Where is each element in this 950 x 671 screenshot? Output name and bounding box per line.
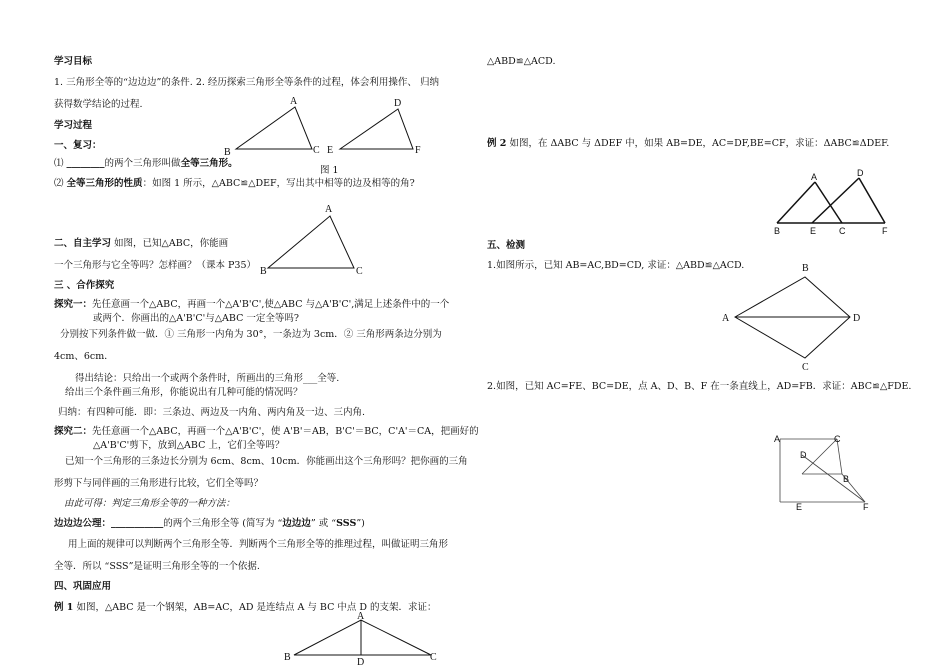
segment-c-lower (837, 439, 842, 474)
review-q1-blank: ________ (66, 158, 105, 169)
reasoning-text-1: 用上面的规律可以判断两个三角形全等．判断两个三角形全等的推理过程，叫做证明三角形 (68, 539, 449, 550)
review-q2-number: ⑵ (54, 178, 64, 189)
check-question-2: 2.如图，已知 AC=FE、BC=DE，点 A、D、B、F 在一条直线上，AD=FB．求证：ABC≌△FDE. (487, 381, 912, 392)
example-1-label: 例 1 (54, 602, 74, 613)
vertex-label-c: C (356, 266, 363, 277)
figure-1-caption: 图 1 (320, 165, 339, 176)
vertex-label-f: F (882, 226, 888, 236)
sss-text: 的两个三角形全等 (简写为 “ (163, 518, 283, 529)
review-q1-text: 的两个三角形叫做 (104, 158, 181, 169)
review-q2-text: ：如图 1 所示，△ABC≌△DEF，写出其中相等的边及相等的角? (142, 178, 415, 189)
vertex-label-e: E (327, 145, 334, 156)
vertex-label-f: F (415, 145, 421, 156)
review-q2-bold: 全等三角形的性质 (66, 178, 143, 189)
self-study-text-2: 一个三角形与它全等吗？怎样画？（课本 P35） (54, 260, 257, 271)
figure-1-triangles (220, 94, 440, 156)
example-1-figure (283, 610, 443, 668)
vertex-label-b: B (774, 226, 781, 236)
vertex-label-e: E (796, 502, 803, 512)
triangle-def (340, 109, 413, 149)
self-study-triangle (258, 202, 368, 277)
explore-1-text-4: 4cm、6cm． (54, 351, 114, 362)
check-question-1: 1.如图所示，已知 AB=AC,BD=CD, 求证：△ABD≌△ACD. (487, 260, 745, 271)
vertex-label-d: D (857, 168, 864, 178)
vertex-label-a: A (290, 96, 298, 107)
triangle-abc-2 (268, 216, 354, 268)
goals-line-1: 1. 三角形全等的“边边边”的条件. 2. 经历探索三角形全等条件的过程，体会利用操作、 归纳 (54, 77, 439, 88)
explore-2-text-1: 先任意画一个△ABC，再画一个△A'B'C'，使 A'B'＝AB，B'C'＝BC，C'A'＝CA，把画好的 (92, 426, 479, 437)
reasoning-text-2: 全等．所以 “SSS”是证明三角形全等的一个依据. (54, 561, 260, 572)
explore-2-label: 探究二： (54, 426, 93, 437)
segment-ab (777, 182, 815, 223)
sss-label: 边边边公理： (54, 518, 112, 529)
review-question-2 (54, 177, 415, 190)
explore-2-text-4: 形剪下与同伴画的三角形进行比较，它们全等吗？ (54, 478, 264, 489)
review-question-1 (54, 157, 238, 170)
conclusion-1-b: 全等. (317, 373, 340, 384)
explore-2-text-2: △A'B'C'剪下，放到△ABC 上，它们全等吗？ (93, 440, 285, 451)
sss-axiom (54, 517, 365, 530)
example-2-text: 如图，在 ΔABC 与 ΔDEF 中，如果 AB=DE，AC=DF,BE=CF，求证：ΔABC≌ΔDEF. (509, 138, 890, 149)
triangle-abc (236, 107, 312, 149)
review-q1-number: ⑴ (54, 158, 64, 169)
vertex-label-a: A (325, 204, 333, 215)
example-1-text: 如图，△ABC 是一个钢架，AB=AC，AD 是连结点 A 与 BC 中点 D 的支架．求证： (76, 602, 437, 613)
sss-blank: ___________ (111, 518, 164, 529)
vertex-label-a: A (811, 172, 818, 182)
sss-bold-2: SSS (336, 518, 357, 529)
triangle-abc-3 (294, 620, 431, 655)
goals-line-2: 获得数学结论的过程. (54, 99, 143, 110)
goals-heading: 学习目标 (54, 56, 93, 67)
vertex-label-a: A (774, 434, 781, 444)
vertex-label-d: D (394, 98, 402, 109)
vertex-label-b: B (802, 263, 809, 274)
segment-df (802, 455, 865, 502)
review-q1-bold: 全等三角形。 (180, 158, 238, 169)
explore-1-line-1 (54, 298, 449, 311)
induction-text: 归纳：有四种可能．即：三条边、两边及一内角、两内角及一边、三内角. (58, 407, 366, 418)
segment-df (859, 178, 885, 223)
explore-1-label: 探究一： (54, 299, 93, 310)
explore-1-text-2: 或两个．你画出的△A'B'C'与△ABC 一定全等吗? (93, 313, 299, 324)
example-2-label: 例 2 (487, 138, 507, 149)
vertex-label-d: D (357, 657, 365, 668)
explore-1-text-1: 先任意画一个△ABC，再画一个△A'B'C',使△ABC 与△A'B'C',满足上述条件中的一个 (92, 299, 450, 310)
self-study-line-1 (54, 237, 228, 250)
example-2-figure (772, 168, 892, 240)
segment-de (812, 178, 859, 223)
vertex-label-c: C (430, 652, 437, 663)
conclusion-1-blank: ___ (303, 373, 318, 384)
sss-end: ”) (356, 518, 365, 529)
vertex-label-c: C (834, 434, 841, 444)
proof-continuation: △ABD≌△ACD. (487, 56, 556, 67)
conclusion-1-a: 得出结论：只给出一个或两个条件时，所画出的三角形 (75, 373, 304, 384)
explore-1-text-3: 分别按下列条件做一做．① 三角形一内角为 30°，一条边为 3cm．② 三角形两条边分别为 (60, 329, 442, 340)
coop-heading: 三 、合作探究 (54, 280, 115, 291)
vertex-label-c: C (839, 226, 846, 236)
vertex-label-b: B (843, 474, 850, 484)
vertex-label-b: B (284, 652, 291, 663)
vertex-label-c: C (313, 145, 320, 156)
apply-heading: 四、巩固应用 (54, 581, 112, 592)
segment-cb (802, 439, 837, 474)
vertex-label-d: D (853, 313, 861, 324)
self-study-text-1: 如图，已知△ABC，你能画 (114, 238, 229, 249)
self-study-heading: 二、自主学习 (54, 238, 112, 249)
method-text: 由此可得：判定三角形全等的一种方法： (64, 498, 236, 509)
process-heading: 学习过程 (54, 120, 93, 131)
conclusion-1 (75, 372, 339, 385)
check-2-figure (770, 430, 880, 512)
vertex-label-b: B (260, 266, 267, 277)
vertex-label-f: F (863, 502, 869, 512)
vertex-label-c: C (802, 362, 809, 373)
explore-2-line-1 (54, 425, 479, 438)
check-1-figure (718, 261, 868, 373)
three-conditions-text: 给出三个条件画三角形，你能说出有几种可能的情况吗？ (65, 387, 303, 398)
vertex-label-b: B (224, 147, 231, 158)
vertex-label-d: D (800, 450, 807, 460)
check-heading: 五、检测 (487, 240, 526, 251)
review-heading: 一、复习： (54, 140, 102, 151)
sss-bold-1: 边边边 (282, 518, 311, 529)
explore-2-text-3: 已知一个三角形的三条边长分别为 6cm、8cm、10cm．你能画出这个三角形吗？把你画的三角 (65, 456, 468, 467)
sss-mid: ” 或 “ (310, 518, 337, 529)
vertex-label-a: A (357, 611, 365, 622)
vertex-label-e: E (810, 226, 817, 236)
example-2 (487, 137, 889, 150)
vertex-label-a: A (722, 313, 730, 324)
